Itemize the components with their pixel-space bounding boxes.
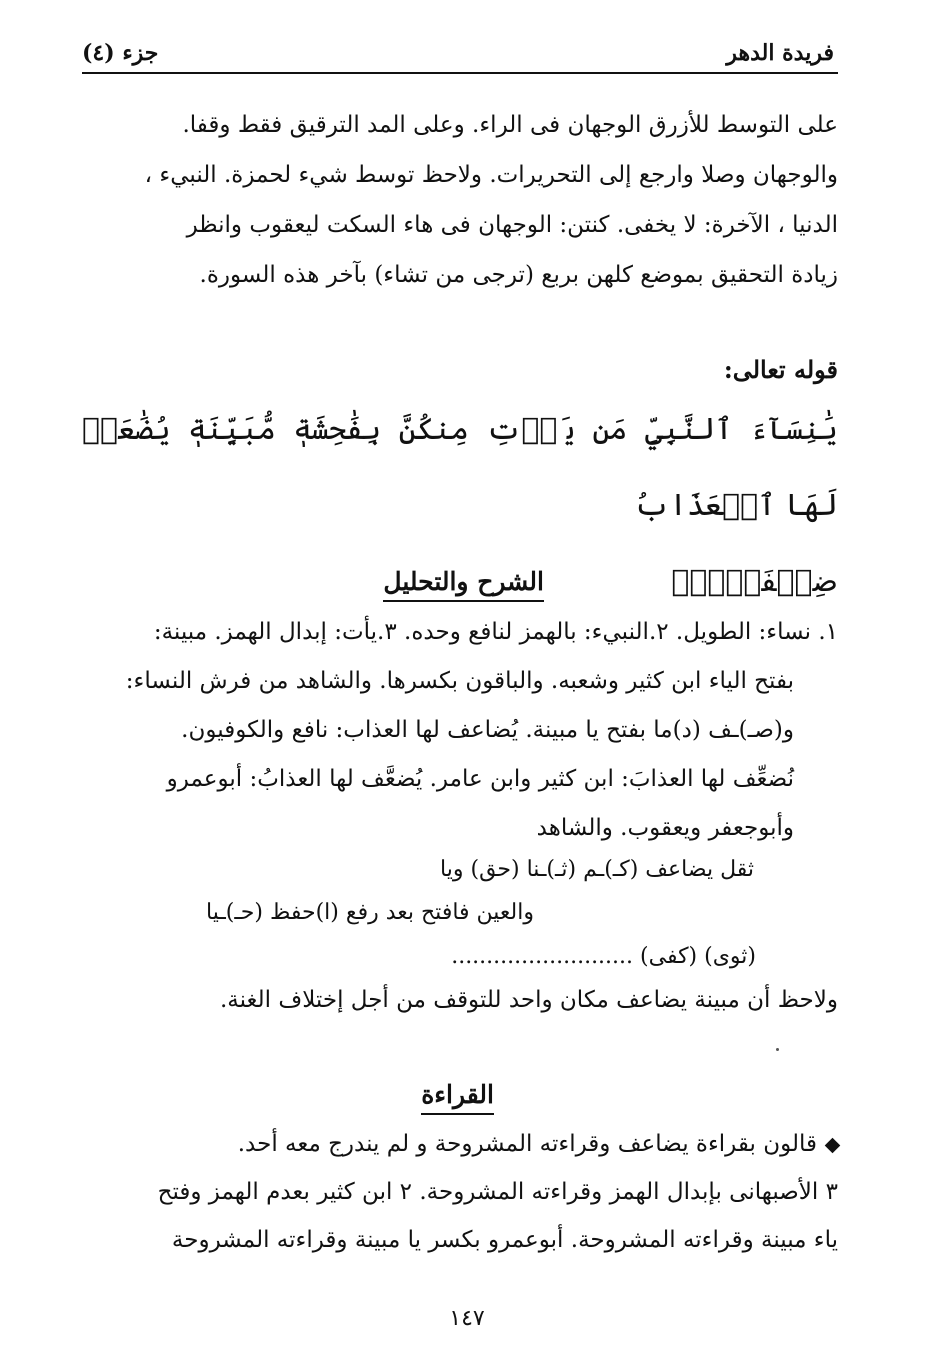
poem-verse: ثقل يضاعف (كـ)ـم (ثـ)ـنا (حق) ويا <box>440 857 754 882</box>
intro-paragraph <box>82 100 838 300</box>
qiraa-line: ياء مبينة وقراءته المشروحة. أبوعمرو بكسر يا مبينة وقراءته المشروحة <box>171 1227 838 1253</box>
intro-line: على التوسط للأزرق الوجهان فى الراء. وعلى المد الترقيق فقط وقفا. <box>182 112 838 138</box>
part-label: جزء (٤) <box>82 40 159 66</box>
scan-speck <box>776 1048 779 1051</box>
sharh-line: بفتح الياء ابن كثير وشعبه. والباقون بكسرها. والشاهد من فرش النساء: <box>125 668 794 694</box>
sharh-paragraph <box>82 608 838 853</box>
verse-line: ضِعۡفَيۡنِۚ <box>671 564 838 599</box>
intro-line: الدنيا ، الآخرة: لا يخفى. كنتن: الوجهان فى هاء السكت ليعقوب وانظر <box>186 212 838 238</box>
qawl-label: قوله تعالى: <box>723 355 838 384</box>
qiraa-line <box>82 1120 838 1168</box>
book-title: فريدة الدهر <box>726 40 834 66</box>
intro-line: والوجهان وصلا وارجع إلى التحريرات. ولاحظ توسط شيء لحمزة. النبيء ، <box>144 162 838 188</box>
sharh-line: نُضعِّف لها العذابَ: ابن كثير وابن عامر. يُضعَّف لها العذابُ: أبوعمرو <box>166 766 794 792</box>
diamond-bullet-icon <box>825 1137 841 1153</box>
header-rule <box>82 72 838 74</box>
qiraa-line-text: قالون بقراءة يضاعف وقراءته المشروحة و لم يندرج معه أحد. <box>237 1131 817 1157</box>
note-line: ولاحظ أن مبينة يضاعف مكان واحد للتوقف من أجل إختلاف الغنة. <box>219 987 838 1013</box>
poem-verse: والعين فافتح بعد رفع (ا)حفظ (حـ)ـيا <box>205 900 534 925</box>
poem-verse: (ثوى) (كفى) .......................... <box>451 944 756 969</box>
sharh-line: و(صـ)ـف (د)ما بفتح يا مبينة. يُضاعف لها العذاب: نافع والكوفيون. <box>181 717 794 743</box>
page-number: ١٤٧ <box>449 1306 485 1331</box>
verse-line: يَٰنِسَآءَ ٱلنَّبِيِّ مَن يَأۡتِ مِنكُنَّ بِفَٰحِشَةٖ مُّبَيِّنَةٖ يُضَٰعَفۡ لَهَا ٱلۡعَذَابُ <box>82 412 838 523</box>
qiraa-line: ٣ الأصبهانى بإبدال الهمز وقراءته المشروحة. ٢ ابن كثير بعدم الهمز وفتح <box>157 1179 838 1205</box>
sharh-line: ١. نساء: الطويل. ٢.النبيء: بالهمز لنافع وحده. ٣.يأت: إبدال الهمز. مبينة: <box>153 619 838 645</box>
qiraa-paragraph <box>82 1120 838 1264</box>
sharh-line: وأبوجعفر ويعقوب. والشاهد <box>536 815 794 841</box>
section-heading-qiraa: القراءة <box>421 1078 494 1115</box>
intro-line: زيادة التحقيق بموضع كلهن بربع (ترجى من تشاء) بآخر هذه السورة. <box>199 262 838 288</box>
section-heading-sharh: الشرح والتحليل <box>383 565 544 602</box>
